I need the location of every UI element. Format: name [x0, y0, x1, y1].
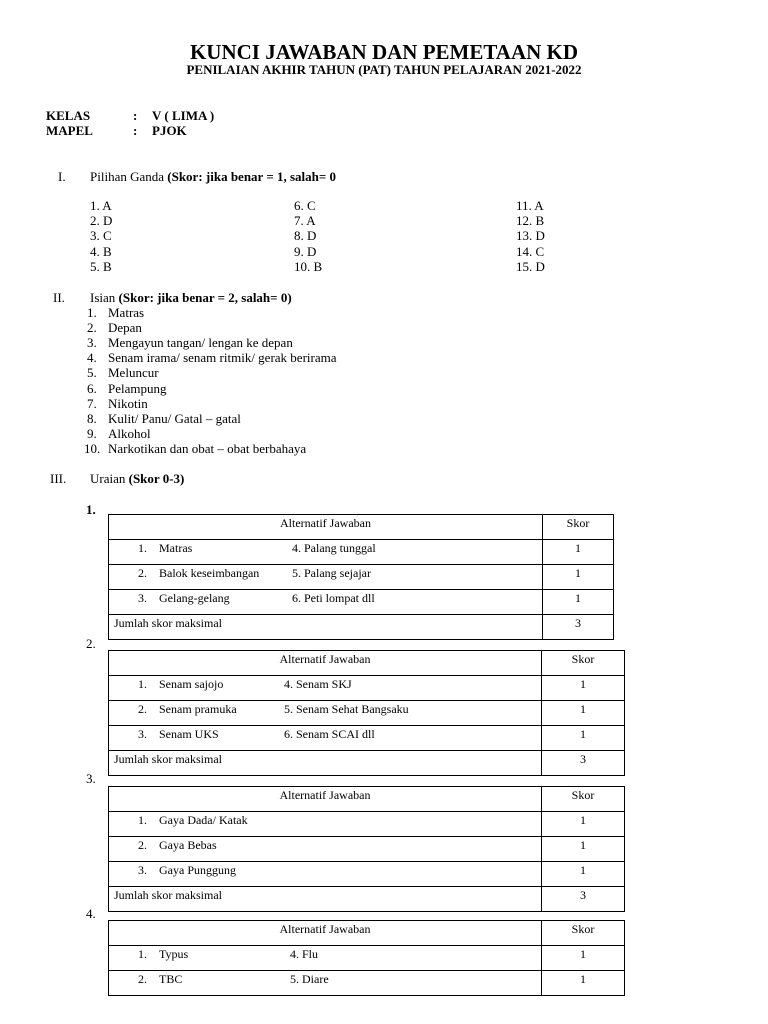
- answer-item-number: 3.: [138, 727, 147, 741]
- header-answer: Alternatif Jawaban: [109, 921, 542, 946]
- score-cell: 1: [542, 862, 625, 887]
- section-1-name: Pilihan Ganda: [90, 169, 165, 184]
- answer-item-b: 6. Senam SCAI dll: [284, 727, 375, 741]
- section-3-heading: [90, 471, 184, 487]
- answer-item-a: Gaya Punggung: [159, 863, 236, 877]
- answer-item-number: 3.: [138, 591, 147, 605]
- short-answer-number: 10.: [84, 440, 101, 456]
- essay-answer-table: [108, 650, 625, 776]
- table-header-row: [109, 787, 625, 812]
- short-answer-text: Senam irama/ senam ritmik/ gerak berirama: [108, 350, 337, 366]
- short-answer-text: Pelampung: [108, 380, 167, 396]
- document-title: KUNCI JAWABAN DAN PEMETAAN KD: [189, 40, 579, 64]
- short-answer-text: Nikotin: [108, 395, 148, 411]
- section-3-name: Uraian: [90, 471, 126, 486]
- answer-item-b: 6. Peti lompat dll: [292, 591, 375, 605]
- answer-item-number: 1.: [138, 947, 147, 961]
- short-answer-text: Mengayun tangan/ lengan ke depan: [108, 335, 293, 351]
- mc-answer: 13. D: [516, 228, 545, 244]
- essay-question-number: 4.: [86, 906, 96, 921]
- table-row: [109, 862, 625, 887]
- short-answer-text: Depan: [108, 320, 142, 336]
- section-1-heading: [90, 169, 336, 185]
- answer-item-a: Senam sajojo: [159, 677, 224, 691]
- essay-answer-table: [108, 514, 614, 640]
- answer-cell: [109, 676, 542, 701]
- kelas-label: KELAS: [46, 108, 91, 123]
- answer-item-b: 4. Senam SKJ: [284, 677, 352, 691]
- answer-item-b: 4. Palang tunggal: [292, 541, 376, 555]
- answer-cell: [109, 971, 542, 996]
- answer-item-number: 2.: [138, 972, 147, 986]
- short-answer-number: 6.: [87, 380, 97, 396]
- answer-item-b: 5. Palang sejajar: [292, 566, 371, 580]
- score-cell: 1: [542, 946, 625, 971]
- answer-item-b: 5. Diare: [290, 972, 329, 986]
- mc-answer: 2. D: [90, 213, 113, 229]
- answer-item-number: 1.: [138, 813, 147, 827]
- mc-answer: 5. B: [90, 258, 112, 274]
- section-1-score-rule: (Skor: jika benar = 1, salah= 0: [167, 169, 337, 184]
- answer-cell: [109, 540, 543, 565]
- score-cell: 1: [542, 837, 625, 862]
- answer-item-number: 2.: [138, 838, 147, 852]
- header-answer: Alternatif Jawaban: [109, 651, 542, 676]
- total-label: Jumlah skor maksimal: [109, 615, 543, 640]
- answer-item-a: Gaya Dada/ Katak: [159, 813, 248, 827]
- mc-answer: 7. A: [294, 213, 316, 229]
- section-3-number: III.: [50, 471, 67, 486]
- answer-item-number: 3.: [138, 863, 147, 877]
- table-row: [109, 701, 625, 726]
- mc-answer: 14. C: [516, 243, 545, 259]
- answer-item-number: 1.: [138, 541, 147, 555]
- short-answer-number: 1.: [87, 305, 97, 320]
- table-row: [109, 812, 625, 837]
- answer-item-a: Senam pramuka: [159, 702, 237, 716]
- table-row: [109, 565, 614, 590]
- answer-cell: [109, 837, 542, 862]
- table-header-row: [109, 515, 614, 540]
- score-cell: 1: [543, 565, 614, 590]
- table-total-row: [109, 887, 625, 912]
- mc-answer: 6. C: [294, 198, 316, 213]
- short-answer-text: Narkotikan dan obat – obat berbahaya: [108, 440, 307, 456]
- answer-item-a: Senam UKS: [159, 727, 219, 741]
- kelas-separator: :: [133, 108, 138, 123]
- answer-cell: [109, 565, 543, 590]
- answer-cell: [109, 590, 543, 615]
- mapel-value: PJOK: [152, 123, 187, 138]
- essay-answer-table: [108, 920, 625, 996]
- table-row: [109, 971, 625, 996]
- section-1-number: I.: [58, 169, 66, 184]
- essay-question-number: 1.: [86, 502, 96, 517]
- mc-answer: 1. A: [90, 198, 112, 213]
- section-2-number: II.: [53, 290, 65, 305]
- table-total-row: [109, 751, 625, 776]
- answer-item-b: 5. Senam Sehat Bangsaku: [284, 702, 409, 716]
- mc-answer: 4. B: [90, 243, 112, 259]
- total-score: 3: [542, 751, 625, 776]
- table-header-row: [109, 921, 625, 946]
- answer-item-a: Gelang-gelang: [159, 591, 230, 605]
- mapel-label: MAPEL: [46, 123, 93, 138]
- total-score: 3: [543, 615, 614, 640]
- table-row: [109, 540, 614, 565]
- answer-item-b: 4. Flu: [290, 947, 319, 961]
- section-2-score-rule: (Skor: jika benar = 2, salah= 0): [118, 290, 292, 305]
- answer-item-a: Gaya Bebas: [159, 838, 217, 852]
- short-answer-number: 5.: [87, 365, 97, 381]
- answer-cell: [109, 812, 542, 837]
- answer-item-a: Matras: [159, 541, 193, 555]
- short-answer-number: 7.: [87, 395, 97, 411]
- answer-item-a: TBC: [159, 972, 183, 986]
- short-answer-number: 2.: [87, 320, 97, 336]
- header-score: Skor: [542, 921, 625, 946]
- short-answer-number: 9.: [87, 425, 97, 441]
- answer-item-a: Typus: [159, 947, 189, 961]
- table-header-row: [109, 651, 625, 676]
- short-answer-number: 3.: [87, 335, 97, 351]
- kelas-value: V ( LIMA ): [152, 108, 215, 123]
- mc-answer: 8. D: [294, 228, 317, 244]
- table-row: [109, 676, 625, 701]
- answer-item-a: Balok keseimbangan: [159, 566, 260, 580]
- short-answer-text: Kulit/ Panu/ Gatal – gatal: [108, 410, 241, 426]
- mc-answer: 11. A: [516, 198, 544, 213]
- score-cell: 1: [542, 812, 625, 837]
- total-score: 3: [542, 887, 625, 912]
- short-answer-number: 8.: [87, 410, 97, 426]
- document-subtitle: PENILAIAN AKHIR TAHUN (PAT) TAHUN PELAJARAN 2021-2022: [186, 62, 582, 77]
- essay-question-number: 2.: [86, 636, 96, 651]
- total-label: Jumlah skor maksimal: [109, 751, 542, 776]
- header-score: Skor: [542, 651, 625, 676]
- score-cell: 1: [542, 701, 625, 726]
- table-total-row: [109, 615, 614, 640]
- short-answer-number: 4.: [87, 350, 97, 366]
- header-score: Skor: [543, 515, 614, 540]
- essay-question-number: 3.: [86, 771, 96, 786]
- table-row: [109, 837, 625, 862]
- total-label: Jumlah skor maksimal: [109, 887, 542, 912]
- answer-cell: [109, 946, 542, 971]
- mc-answer: 15. D: [516, 258, 545, 274]
- score-cell: 1: [543, 540, 614, 565]
- score-cell: 1: [542, 726, 625, 751]
- answer-cell: [109, 862, 542, 887]
- section-2-heading: [90, 290, 292, 306]
- score-cell: 1: [542, 971, 625, 996]
- section-2-name: Isian: [90, 290, 116, 305]
- answer-cell: [109, 701, 542, 726]
- mc-answer: 10. B: [294, 258, 323, 274]
- score-cell: 1: [543, 590, 614, 615]
- mc-answer: 3. C: [90, 228, 112, 244]
- header-answer: Alternatif Jawaban: [109, 787, 542, 812]
- answer-cell: [109, 726, 542, 751]
- mapel-separator: :: [133, 123, 138, 138]
- answer-item-number: 2.: [138, 566, 147, 580]
- table-row: [109, 590, 614, 615]
- table-row: [109, 726, 625, 751]
- answer-item-number: 2.: [138, 702, 147, 716]
- score-cell: 1: [542, 676, 625, 701]
- mc-answer: 9. D: [294, 243, 317, 259]
- header-answer: Alternatif Jawaban: [109, 515, 543, 540]
- short-answer-text: Meluncur: [108, 365, 159, 381]
- essay-answer-table: [108, 786, 625, 912]
- table-row: [109, 946, 625, 971]
- short-answer-text: Matras: [108, 305, 145, 320]
- header-score: Skor: [542, 787, 625, 812]
- mc-answer: 12. B: [516, 213, 545, 229]
- short-answer-text: Alkohol: [108, 425, 151, 441]
- answer-item-number: 1.: [138, 677, 147, 691]
- section-3-score-rule: (Skor 0-3): [128, 471, 185, 486]
